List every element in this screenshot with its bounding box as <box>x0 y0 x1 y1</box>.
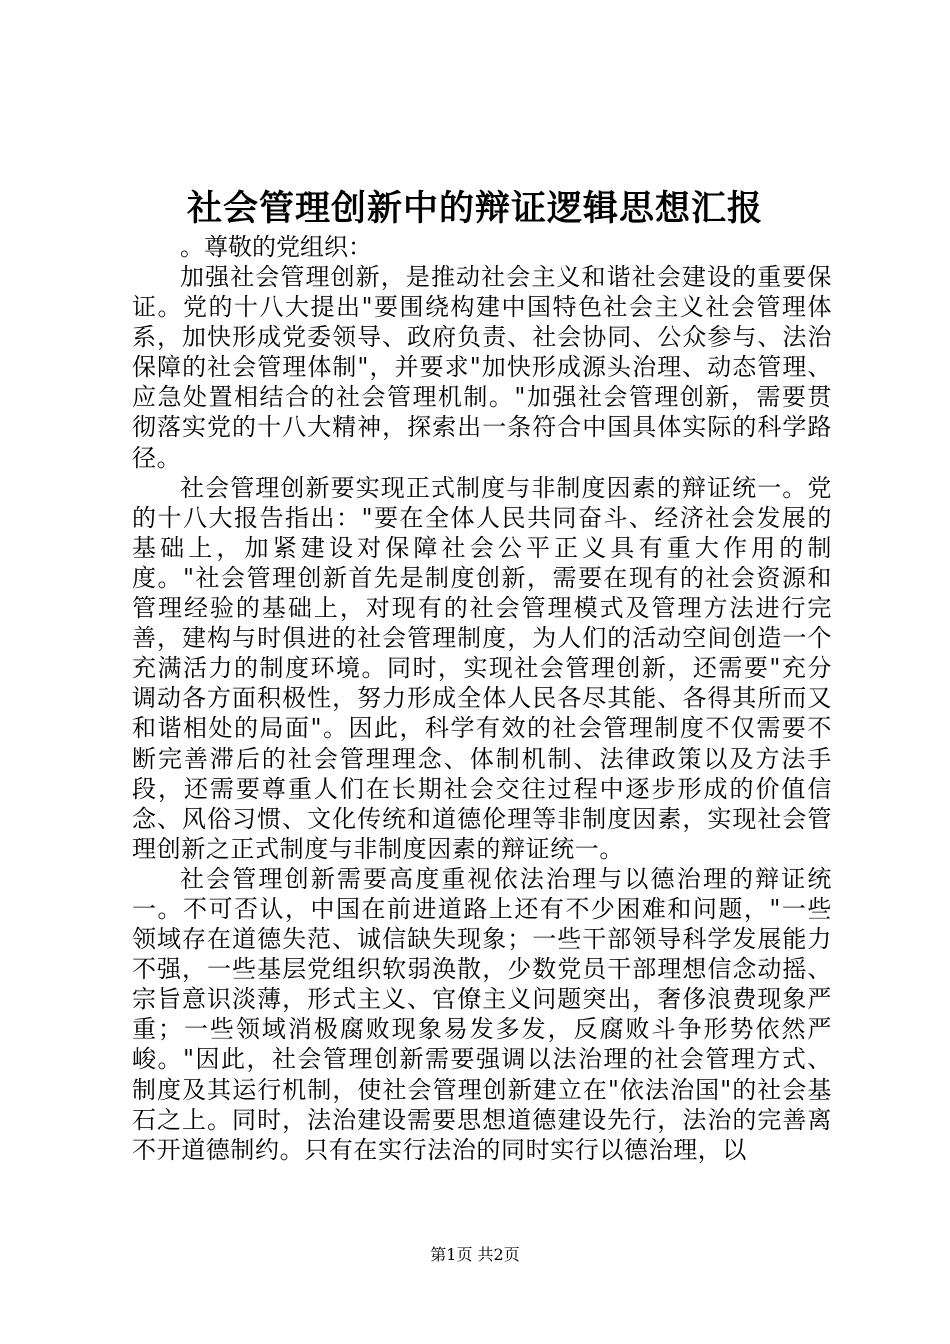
page-number-footer: 第1页 共2页 <box>430 1245 520 1264</box>
paragraph-1: 加强社会管理创新，是推动社会主义和谐社会建设的重要保证。党的十八大提出"要围绕构建中国特色社会主义社会管理体系，加快形成党委领导、政府负责、社会协同、公众参与、法治保障的社会管理体制"，并要求"加快形成源头治理、动态管理、应急处置相结合的社会管理机制。"加强社会管理创新，需要贯彻落实党的十八大精神，探索出一条符合中国具体实际的科学路径。 <box>132 263 832 472</box>
paragraph-3: 社会管理创新需要高度重视依法治理与以德治理的辩证统一。不可否认，中国在前进道路上还有不少困难和问题，"一些领域存在道德失范、诚信缺失现象；一些干部领导科学发展能力不强，一些基层党组织软弱涣散，少数党员干部理想信念动摇、宗旨意识淡薄，形式主义、官僚主义问题突出，奢侈浪费现象严重；一些领域消极腐败现象易发多发，反腐败斗争形势依然严峻。"因此，社会管理创新需要强调以法治理的社会管理方式、制度及其运行机制，使社会管理创新建立在"依法治国"的社会基石之上。同时，法治建设需要思想道德建设先行，法治的完善离不开道德制约。只有在实行法治的同时实行以德治理，以 <box>132 864 832 1164</box>
document-title: 社会管理创新中的辩证逻辑思想汇报 <box>186 188 763 229</box>
paragraph-2: 社会管理创新要实现正式制度与非制度因素的辩证统一。党的十八大报告指出："要在全体人民共同奋斗、经济社会发展的基础上，加紧建设对保障社会公平正义具有重大作用的制度。"社会管理创新首先是制度创新，需要在现有的社会资源和管理经验的基础上，对现有的社会管理模式及管理方法进行完善，建构与时俱进的社会管理制度，为人们的活动空间创造一个充满活力的制度环境。同时，实现社会管理创新，还需要"充分调动各方面积极性，努力形成全体人民各尽其能、各得其所而又和谐相处的局面"。因此，科学有效的社会管理制度不仅需要不断完善滞后的社会管理理念、体制机制、法律政策以及方法手段，还需要尊重人们在长期社会交往过程中逐步形成的价值信念、风俗习惯、文化传统和道德伦理等非制度因素，实现社会管理创新之正式制度与非制度因素的辩证统一。 <box>132 473 832 863</box>
document-body <box>132 232 832 1165</box>
salutation: 。尊敬的党组织： <box>180 233 372 261</box>
